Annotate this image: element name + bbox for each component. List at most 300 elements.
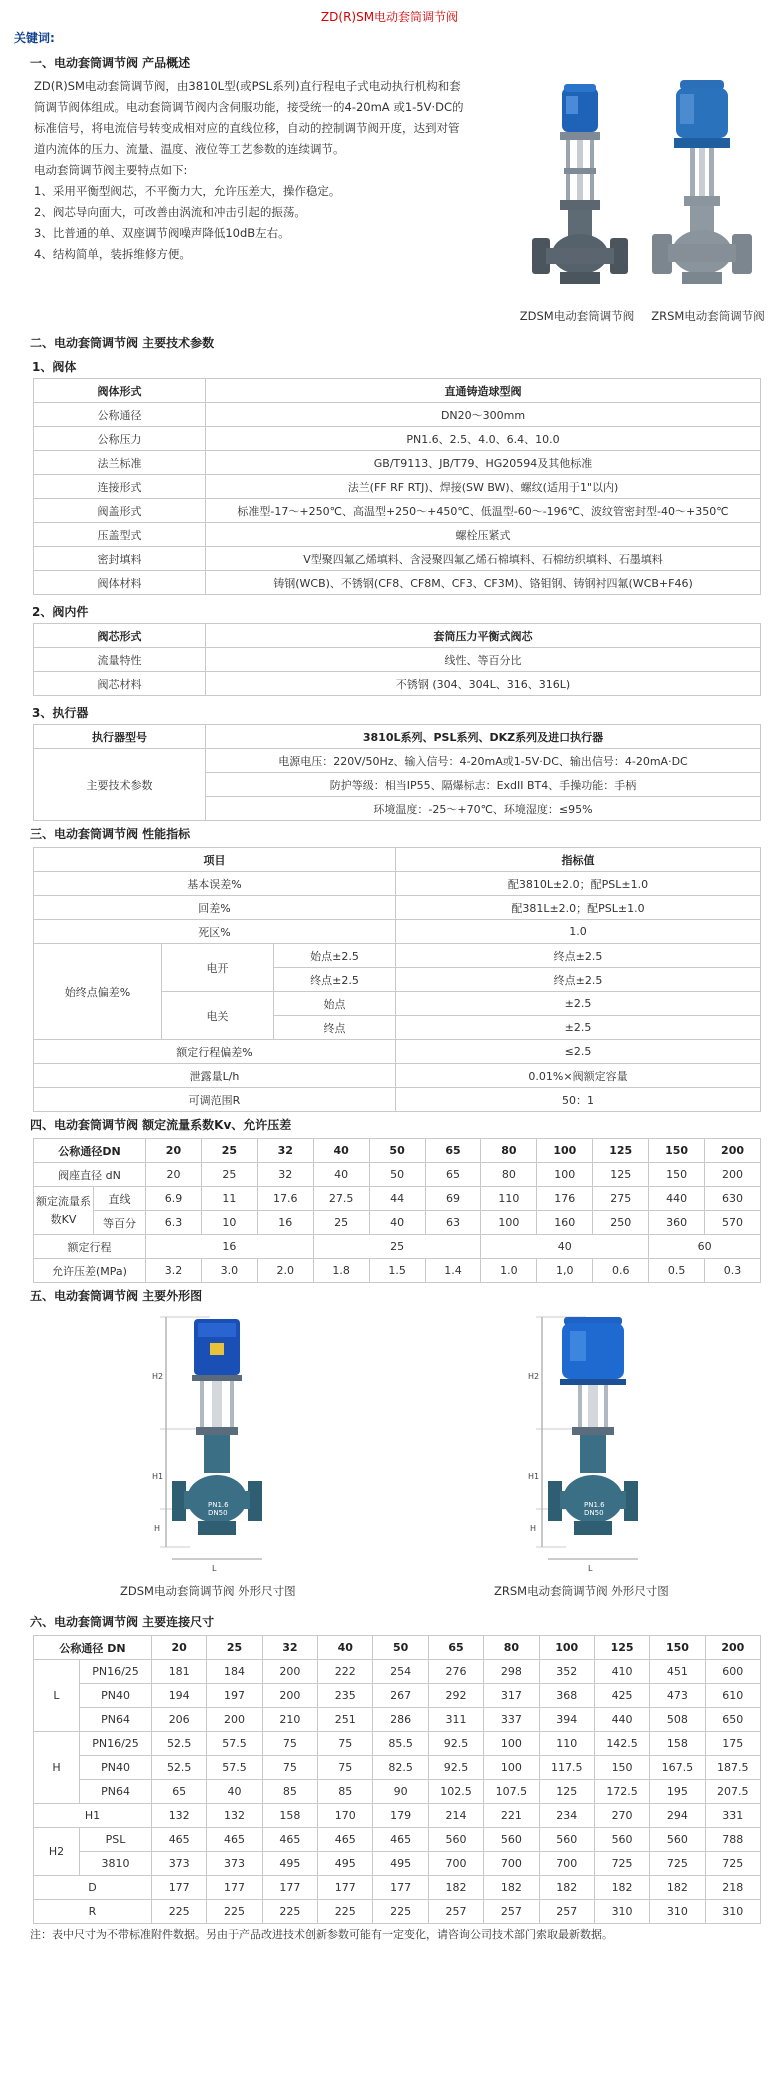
table-cell: 225	[152, 1900, 207, 1924]
table-cell: 610	[705, 1684, 760, 1708]
table-cell: 配381L±2.0；配PSL±1.0	[396, 896, 761, 920]
table-cell: 电开	[162, 944, 274, 992]
table-row	[34, 920, 761, 944]
table-cell: 195	[650, 1780, 705, 1804]
table-cell: 1.0	[481, 1259, 537, 1283]
overview-line: 4、结构简单，装拆维修方便。	[34, 247, 191, 261]
table-cell: 294	[650, 1804, 705, 1828]
table-cell: 60	[649, 1235, 761, 1259]
table-cell: 270	[594, 1804, 649, 1828]
table-header-cell: 40	[318, 1636, 373, 1660]
table-cell: D	[34, 1876, 152, 1900]
table-cell: 65	[152, 1780, 207, 1804]
table-cell: 电源电压：220V/50Hz、输入信号：4-20mA或1-5V·DC、输出信号：4-20mA·DC	[206, 749, 761, 773]
table-cell: 222	[318, 1660, 373, 1684]
table-cell: 600	[705, 1660, 760, 1684]
label-h1: H1	[152, 1472, 164, 1481]
table-cell: 337	[484, 1708, 539, 1732]
overview-line: 筒调节阀体组成。电动套筒调节阀内含伺服功能，接受统一的4-20mA 或1-5V·DC的	[34, 100, 464, 114]
table-row	[34, 403, 761, 427]
table-cell: 560	[428, 1828, 483, 1852]
table-cell: 560	[650, 1828, 705, 1852]
table-cell: 317	[484, 1684, 539, 1708]
table-cell: 125	[593, 1163, 649, 1187]
table-header-row	[34, 624, 761, 648]
zdsm-drawing-caption: ZDSM电动套筒调节阀 外形尺寸图	[120, 1584, 296, 1598]
zrsm-drawing-caption: ZRSM电动套筒调节阀 外形尺寸图	[494, 1584, 669, 1598]
table-cell: 40	[313, 1163, 369, 1187]
table-cell: 788	[705, 1828, 760, 1852]
table-cell: 标准型-17～+250℃、高温型+250～+450℃、低温型-60～-196℃、波纹管密封型-40～+350℃	[206, 499, 761, 523]
zdsm-valve-photo	[520, 76, 636, 306]
table-cell: 440	[649, 1187, 705, 1211]
table-header-cell: 阀芯形式	[34, 624, 206, 648]
table-row	[34, 1211, 761, 1235]
table-cell: 终点±2.5	[396, 968, 761, 992]
table-cell: ≤2.5	[396, 1040, 761, 1064]
table-header-cell: 100	[537, 1139, 593, 1163]
table-cell: 125	[539, 1780, 594, 1804]
trim-table	[33, 623, 761, 696]
table-cell: 107.5	[484, 1780, 539, 1804]
table-cell: 泄露量L/h	[34, 1064, 396, 1088]
label-l: L	[212, 1564, 217, 1573]
table-row	[34, 1852, 761, 1876]
table-row	[34, 1684, 761, 1708]
table-header-cell: 50	[369, 1139, 425, 1163]
table-header-cell: 100	[539, 1636, 594, 1660]
table-cell: 725	[705, 1852, 760, 1876]
table-row	[34, 1756, 761, 1780]
table-row	[34, 1235, 761, 1259]
table-cell: 725	[594, 1852, 649, 1876]
table-header-cell: 200	[705, 1139, 761, 1163]
table-cell: 始点	[274, 992, 396, 1016]
table-cell: 流量特性	[34, 648, 206, 672]
table-cell: 可调范围R	[34, 1088, 396, 1112]
flow-table	[33, 1138, 761, 1283]
table-cell: 铸钢(WCB)、不锈钢(CF8、CF8M、CF3、CF3M)、铬钼钢、铸钢衬四氟(WCB+F46)	[206, 571, 761, 595]
tech-heading: 二、电动套筒调节阀 主要技术参数	[30, 336, 215, 350]
table-cell: 495	[262, 1852, 317, 1876]
table-cell: 直线	[94, 1187, 146, 1211]
table-cell: 52.5	[152, 1732, 207, 1756]
table-cell: 1,0	[537, 1259, 593, 1283]
table-cell: 182	[484, 1876, 539, 1900]
table-cell: 额定行程	[34, 1235, 146, 1259]
table-cell: 187.5	[705, 1756, 760, 1780]
table-cell: H2	[34, 1828, 80, 1876]
table-cell: 1.4	[425, 1259, 481, 1283]
table-header-cell: 32	[257, 1139, 313, 1163]
table-cell: 160	[537, 1211, 593, 1235]
table-row	[34, 648, 761, 672]
table-header-row	[34, 1636, 761, 1660]
table-cell: 394	[539, 1708, 594, 1732]
table-cell: 225	[373, 1900, 428, 1924]
table-cell: 700	[539, 1852, 594, 1876]
table-cell: 150	[594, 1756, 649, 1780]
table-cell: 177	[262, 1876, 317, 1900]
table-cell: 177	[207, 1876, 262, 1900]
table-row	[34, 427, 761, 451]
table-cell: 阀盖形式	[34, 499, 206, 523]
table-cell: DN20～300mm	[206, 403, 761, 427]
table-cell: 451	[650, 1660, 705, 1684]
table-row	[34, 1088, 761, 1112]
table-cell: 310	[650, 1900, 705, 1924]
table-cell: 17.6	[257, 1187, 313, 1211]
table-header-row	[34, 379, 761, 403]
table-cell: 102.5	[428, 1780, 483, 1804]
table-row	[34, 571, 761, 595]
table-cell: 法兰(FF RF RTJ)、焊接(SW BW)、螺纹(适用于1"以内)	[206, 475, 761, 499]
table-cell: 560	[594, 1828, 649, 1852]
table-row	[34, 1660, 761, 1684]
table-cell: 465	[373, 1828, 428, 1852]
table-row	[34, 451, 761, 475]
table-cell: 465	[318, 1828, 373, 1852]
table-row	[34, 1163, 761, 1187]
table-cell: 85	[318, 1780, 373, 1804]
table-header-cell: 执行器型号	[34, 725, 206, 749]
table-cell: 179	[373, 1804, 428, 1828]
table-row	[34, 1804, 761, 1828]
table-cell: 257	[539, 1900, 594, 1924]
table-cell: 100	[484, 1732, 539, 1756]
table-row	[34, 749, 761, 773]
table-cell: 公称压力	[34, 427, 206, 451]
table-cell: 465	[152, 1828, 207, 1852]
table-cell: 密封填料	[34, 547, 206, 571]
zrsm-dimension-drawing	[526, 1309, 656, 1579]
table-cell: 132	[152, 1804, 207, 1828]
overview-text	[34, 76, 494, 265]
table-cell: 440	[594, 1708, 649, 1732]
dims-heading: 六、电动套筒调节阀 主要连接尺寸	[30, 1615, 215, 1629]
table-header-cell: 20	[146, 1139, 202, 1163]
overview-line: 3、比普通的单、双座调节阀噪声降低10dB左右。	[34, 226, 290, 240]
table-cell: 终点±2.5	[396, 944, 761, 968]
perf-table	[33, 847, 761, 1112]
table-cell: L	[34, 1660, 80, 1732]
zrsm-caption: ZRSM电动套筒调节阀	[651, 309, 765, 323]
table-header-cell: 阀体形式	[34, 379, 206, 403]
table-header-cell: 公称通径 DN	[34, 1636, 152, 1660]
table-cell: 276	[428, 1660, 483, 1684]
table-header-cell: 200	[705, 1636, 760, 1660]
label-l: L	[588, 1564, 593, 1573]
table-row	[34, 1876, 761, 1900]
table-cell: 85	[262, 1780, 317, 1804]
label-h2: H2	[152, 1372, 164, 1381]
table-cell: PSL	[80, 1828, 152, 1852]
table-cell: 25	[313, 1211, 369, 1235]
table-cell: 防护等级：相当IP55、隔爆标志：ExdII BT4、手操功能：手柄	[206, 773, 761, 797]
table-cell: 40	[369, 1211, 425, 1235]
table-cell: 始点±2.5	[274, 944, 396, 968]
table-cell: 207.5	[705, 1780, 760, 1804]
table-cell: 0.01%×阀额定容量	[396, 1064, 761, 1088]
table-cell: 32	[257, 1163, 313, 1187]
table-row	[34, 1780, 761, 1804]
table-cell: 182	[428, 1876, 483, 1900]
table-cell: 508	[650, 1708, 705, 1732]
table-cell: 331	[705, 1804, 760, 1828]
table-cell: 连接形式	[34, 475, 206, 499]
table-row	[34, 1064, 761, 1088]
table-cell: 181	[152, 1660, 207, 1684]
table-header-cell: 125	[594, 1636, 649, 1660]
table-cell: 16	[257, 1211, 313, 1235]
overview-line: 1、采用平衡型阀芯，不平衡力大，允许压差大，操作稳定。	[34, 184, 341, 198]
table-cell: 1.0	[396, 920, 761, 944]
table-cell: 1.5	[369, 1259, 425, 1283]
table-cell: 257	[428, 1900, 483, 1924]
table-header-cell: 150	[650, 1636, 705, 1660]
table-cell: 150	[649, 1163, 705, 1187]
table-cell: 311	[428, 1708, 483, 1732]
overview-line: 电动套筒调节阀主要特点如下:	[34, 163, 188, 177]
overview-line: ZD(R)SM电动套筒调节阀，由3810L型(或PSL系列)直行程电子式电动执行机构和套	[34, 79, 461, 93]
table-cell: 560	[484, 1828, 539, 1852]
label-h: H	[530, 1524, 537, 1533]
table-header-row	[34, 1139, 761, 1163]
table-cell: 465	[262, 1828, 317, 1852]
table-cell: 0.5	[649, 1259, 705, 1283]
table-cell: 170	[318, 1804, 373, 1828]
table-header-cell: 65	[428, 1636, 483, 1660]
table-cell: 25	[313, 1235, 481, 1259]
table-cell: 3810	[80, 1852, 152, 1876]
table-cell: 环境温度：-25～+70℃、环境湿度：≤95%	[206, 797, 761, 821]
label-pn: PN1.6	[208, 1501, 229, 1509]
table-cell: 50：1	[396, 1088, 761, 1112]
table-cell: 630	[705, 1187, 761, 1211]
table-row	[34, 1040, 761, 1064]
table-cell: 110	[539, 1732, 594, 1756]
label-dn: DN50	[208, 1509, 228, 1517]
table-cell: 20	[146, 1163, 202, 1187]
table-cell: 225	[262, 1900, 317, 1924]
table-cell: 82.5	[373, 1756, 428, 1780]
table-cell: 206	[152, 1708, 207, 1732]
table-cell: 425	[594, 1684, 649, 1708]
table-cell: 75	[318, 1756, 373, 1780]
actuator-table	[33, 724, 761, 821]
table-cell: 225	[207, 1900, 262, 1924]
trim-subheading: 2、阀内件	[32, 605, 89, 619]
table-cell: 10	[201, 1211, 257, 1235]
label-h1: H1	[528, 1472, 540, 1481]
table-cell: 阀芯材料	[34, 672, 206, 696]
table-header-cell: 3810L系列、PSL系列、DKZ系列及进口执行器	[206, 725, 761, 749]
table-cell: 允许压差(MPa)	[34, 1259, 146, 1283]
zdsm-caption: ZDSM电动套筒调节阀	[519, 309, 635, 323]
table-cell: 110	[481, 1187, 537, 1211]
table-cell: PN16/25	[80, 1732, 152, 1756]
table-cell: 6.3	[146, 1211, 202, 1235]
table-cell: 495	[318, 1852, 373, 1876]
overview-line: 2、阀芯导向面大，可改善由涡流和冲击引起的振荡。	[34, 205, 306, 219]
table-row	[34, 547, 761, 571]
table-cell: 69	[425, 1187, 481, 1211]
table-cell: 117.5	[539, 1756, 594, 1780]
table-cell: 63	[425, 1211, 481, 1235]
table-cell: 100	[537, 1163, 593, 1187]
table-cell: 57.5	[207, 1732, 262, 1756]
zrsm-valve-photo	[644, 76, 760, 306]
table-cell: 194	[152, 1684, 207, 1708]
table-cell: 0.3	[705, 1259, 761, 1283]
table-cell: 92.5	[428, 1732, 483, 1756]
table-cell: 182	[650, 1876, 705, 1900]
table-cell: 184	[207, 1660, 262, 1684]
table-cell: 177	[318, 1876, 373, 1900]
table-cell: GB/T9113、JB/T79、HG20594及其他标准	[206, 451, 761, 475]
table-cell: 700	[484, 1852, 539, 1876]
table-cell: 65	[425, 1163, 481, 1187]
table-cell: 44	[369, 1187, 425, 1211]
table-cell: 650	[705, 1708, 760, 1732]
table-cell: 57.5	[207, 1756, 262, 1780]
drawings-heading: 五、电动套筒调节阀 主要外形图	[30, 1289, 203, 1303]
table-cell: 197	[207, 1684, 262, 1708]
table-cell: 线性、等百分比	[206, 648, 761, 672]
table-cell: 218	[705, 1876, 760, 1900]
table-cell: 292	[428, 1684, 483, 1708]
table-cell: 176	[537, 1187, 593, 1211]
table-cell: 40	[481, 1235, 649, 1259]
table-cell: 11	[201, 1187, 257, 1211]
table-header-cell: 40	[313, 1139, 369, 1163]
table-cell: 725	[650, 1852, 705, 1876]
table-header-cell: 65	[425, 1139, 481, 1163]
table-cell: 235	[318, 1684, 373, 1708]
table-cell: 80	[481, 1163, 537, 1187]
table-header-cell: 150	[649, 1139, 705, 1163]
table-header-cell: 25	[201, 1139, 257, 1163]
table-header-cell: 直通铸造球型阀	[206, 379, 761, 403]
table-cell: 公称通径	[34, 403, 206, 427]
table-cell: 法兰标准	[34, 451, 206, 475]
label-pn: PN1.6	[584, 1501, 605, 1509]
table-cell: 560	[539, 1828, 594, 1852]
table-cell: 3.2	[146, 1259, 202, 1283]
table-cell: 额定行程偏差%	[34, 1040, 396, 1064]
table-cell: 251	[318, 1708, 373, 1732]
table-cell: 570	[705, 1211, 761, 1235]
keywords-label: 关键词:	[14, 31, 55, 45]
table-cell: 700	[428, 1852, 483, 1876]
table-cell: 等百分	[94, 1211, 146, 1235]
table-row	[34, 672, 761, 696]
table-cell: 495	[373, 1852, 428, 1876]
table-cell: 257	[484, 1900, 539, 1924]
table-cell: R	[34, 1900, 152, 1924]
table-cell: 158	[262, 1804, 317, 1828]
table-cell: PN40	[80, 1684, 152, 1708]
table-cell: 167.5	[650, 1756, 705, 1780]
table-cell: 电关	[162, 992, 274, 1040]
table-cell: PN16/25	[80, 1660, 152, 1684]
table-cell: 始终点偏差%	[34, 944, 162, 1040]
overview-heading: 一、电动套筒调节阀 产品概述	[30, 56, 191, 70]
table-row	[34, 1828, 761, 1852]
table-cell: 基本误差%	[34, 872, 396, 896]
table-cell: V型聚四氟乙烯填料、含浸聚四氟乙烯石棉填料、石棉纺织填料、石墨填料	[206, 547, 761, 571]
table-cell: 221	[484, 1804, 539, 1828]
table-cell: 0.6	[593, 1259, 649, 1283]
body-table	[33, 378, 761, 595]
table-cell: 225	[318, 1900, 373, 1924]
table-header-cell: 指标值	[396, 848, 761, 872]
table-cell: 214	[428, 1804, 483, 1828]
table-cell: 200	[262, 1684, 317, 1708]
table-header-row	[34, 848, 761, 872]
table-cell: 210	[262, 1708, 317, 1732]
table-cell: 275	[593, 1187, 649, 1211]
table-cell: 373	[152, 1852, 207, 1876]
flow-heading: 四、电动套筒调节阀 额定流量系数Kv、允许压差	[30, 1118, 292, 1132]
table-cell: 16	[146, 1235, 314, 1259]
table-cell: ±2.5	[396, 992, 761, 1016]
table-row	[34, 1187, 761, 1211]
table-cell: 92.5	[428, 1756, 483, 1780]
table-cell: 368	[539, 1684, 594, 1708]
table-cell: 终点±2.5	[274, 968, 396, 992]
table-cell: 267	[373, 1684, 428, 1708]
table-cell: PN64	[80, 1708, 152, 1732]
table-row	[34, 1732, 761, 1756]
table-header-cell: 32	[262, 1636, 317, 1660]
actuator-subheading: 3、执行器	[32, 706, 89, 720]
table-row	[34, 1708, 761, 1732]
table-cell: 6.9	[146, 1187, 202, 1211]
dims-table	[33, 1635, 761, 1924]
table-cell: 182	[594, 1876, 649, 1900]
table-cell: 100	[481, 1211, 537, 1235]
table-cell: 254	[373, 1660, 428, 1684]
table-row	[34, 1259, 761, 1283]
table-cell: 234	[539, 1804, 594, 1828]
table-cell: ±2.5	[396, 1016, 761, 1040]
table-cell: 25	[201, 1163, 257, 1187]
table-cell: H1	[34, 1804, 152, 1828]
table-cell: 172.5	[594, 1780, 649, 1804]
drawings-block	[0, 1309, 779, 1609]
table-cell: 142.5	[594, 1732, 649, 1756]
table-cell: 465	[207, 1828, 262, 1852]
table-cell: 终点	[274, 1016, 396, 1040]
table-cell: 175	[705, 1732, 760, 1756]
table-row	[34, 872, 761, 896]
table-row	[34, 896, 761, 920]
table-cell: 158	[650, 1732, 705, 1756]
table-cell: 52.5	[152, 1756, 207, 1780]
label-dn: DN50	[584, 1509, 604, 1517]
table-cell: 27.5	[313, 1187, 369, 1211]
table-cell: 90	[373, 1780, 428, 1804]
table-row	[34, 523, 761, 547]
perf-heading: 三、电动套筒调节阀 性能指标	[30, 827, 191, 841]
table-header-cell: 20	[152, 1636, 207, 1660]
table-cell: 100	[484, 1756, 539, 1780]
table-header-cell: 25	[207, 1636, 262, 1660]
table-cell: 373	[207, 1852, 262, 1876]
page-title: ZD(R)SM电动套筒调节阀	[320, 10, 459, 24]
table-header-cell: 80	[484, 1636, 539, 1660]
